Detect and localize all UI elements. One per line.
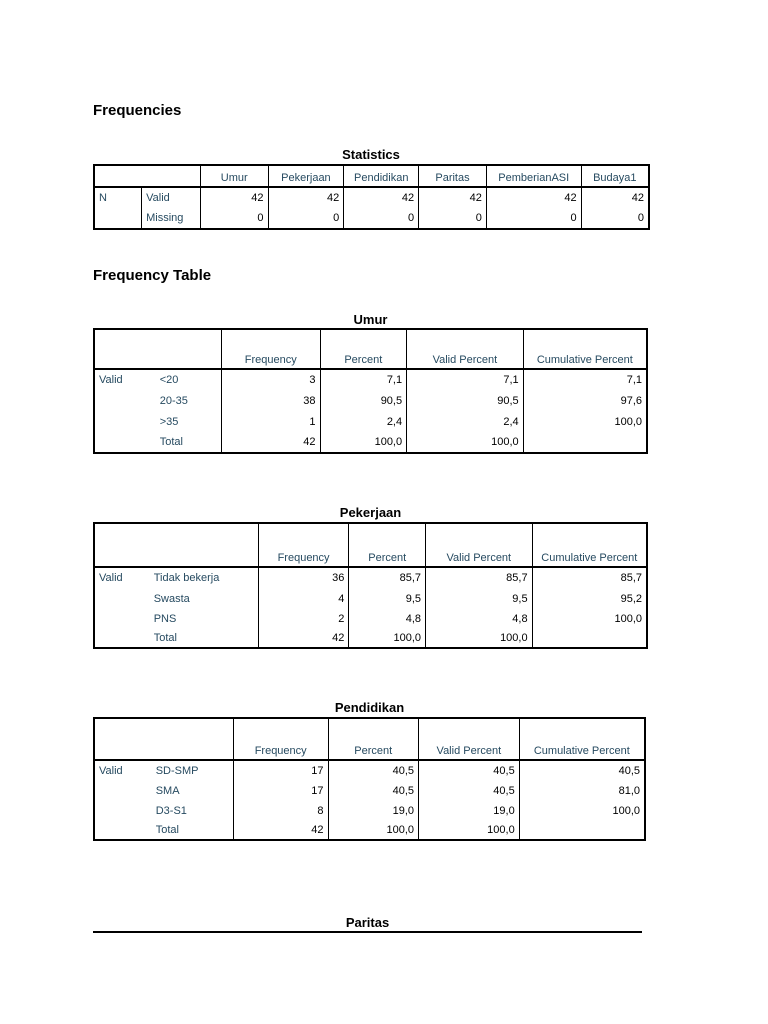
umur-row-label: Total bbox=[156, 432, 222, 453]
pekerjaan-col-percent: Percent bbox=[349, 523, 426, 567]
frequencies-heading: Frequencies bbox=[93, 102, 182, 119]
umur-cell: 90,5 bbox=[320, 390, 407, 411]
pekerjaan-row-label: Tidak bekerja bbox=[153, 572, 220, 584]
umur-cell: 1 bbox=[221, 411, 320, 432]
paritas-table-top-border bbox=[93, 931, 642, 933]
pekerjaan-cell: 9,5 bbox=[349, 588, 426, 609]
pekerjaan-cell: 36 bbox=[258, 567, 349, 588]
pendidikan-row-label: Total bbox=[152, 820, 234, 840]
pendidikan-row-label: SMA bbox=[155, 785, 180, 797]
pekerjaan-cell bbox=[532, 628, 647, 648]
pendidikan-cell: 42 bbox=[233, 820, 328, 840]
statistics-row-valid bbox=[94, 187, 649, 208]
umur-cell: 100,0 bbox=[523, 411, 647, 432]
stat-cell: 0 bbox=[200, 208, 268, 229]
pendidikan-cell: 40,5 bbox=[328, 760, 419, 781]
pendidikan-row-label: D3-S1 bbox=[155, 804, 187, 817]
umur-cell: 100,0 bbox=[320, 432, 407, 453]
umur-title: Umur bbox=[353, 312, 388, 327]
umur-cell: 2,4 bbox=[407, 411, 524, 432]
pendidikan-cell: 40,5 bbox=[419, 760, 520, 781]
pendidikan-cell: 81,0 bbox=[519, 781, 645, 801]
pendidikan-cell: 17 bbox=[233, 781, 328, 801]
stat-col-umur: Umur bbox=[200, 165, 268, 187]
umur-cell: 97,6 bbox=[523, 390, 647, 411]
pendidikan-cell: 19,0 bbox=[419, 801, 520, 820]
pekerjaan-cell: 95,2 bbox=[532, 588, 647, 609]
stat-col-paritas: Paritas bbox=[419, 165, 487, 187]
pekerjaan-col-valid-percent: Valid Percent bbox=[426, 523, 533, 567]
umur-cell: 90,5 bbox=[407, 390, 524, 411]
pekerjaan-col-cumulative-percent: Cumulative Percent bbox=[532, 523, 647, 567]
statistics-row-missing bbox=[94, 208, 649, 229]
pendidikan-cell: 8 bbox=[233, 801, 328, 820]
pendidikan-col-valid-percent: Valid Percent bbox=[419, 718, 520, 760]
umur-row bbox=[94, 369, 647, 390]
pekerjaan-cell: 85,7 bbox=[532, 567, 647, 588]
stat-col-budaya1: Budaya1 bbox=[581, 165, 649, 187]
pekerjaan-cell: 100,0 bbox=[532, 609, 647, 628]
pekerjaan-row-label: PNS bbox=[153, 612, 177, 625]
pendidikan-cell: 40,5 bbox=[519, 760, 645, 781]
stat-cell: 42 bbox=[419, 187, 487, 208]
stat-row-label: Valid bbox=[142, 187, 201, 208]
pendidikan-title: Pendidikan bbox=[334, 700, 405, 715]
stat-row-label: Missing bbox=[142, 208, 201, 229]
umur-cell: 7,1 bbox=[407, 369, 524, 390]
statistics-header-row bbox=[94, 165, 649, 187]
umur-row-label: >35 bbox=[159, 415, 179, 428]
pendidikan-cell: 40,5 bbox=[328, 781, 419, 801]
pekerjaan-cell: 4,8 bbox=[426, 609, 533, 628]
umur-cell: 7,1 bbox=[523, 369, 647, 390]
umur-cell: 42 bbox=[221, 432, 320, 453]
pendidikan-cell bbox=[519, 820, 645, 840]
stat-cell: 0 bbox=[581, 208, 649, 229]
pekerjaan-cell: 100,0 bbox=[349, 628, 426, 648]
pendidikan-total-row bbox=[94, 820, 645, 840]
pekerjaan-cell: 42 bbox=[258, 628, 349, 648]
pendidikan-cell: 17 bbox=[233, 760, 328, 781]
pekerjaan-cell: 100,0 bbox=[426, 628, 533, 648]
pendidikan-row-label: SD-SMP bbox=[155, 765, 199, 777]
stat-col-pendidikan: Pendidikan bbox=[344, 165, 419, 187]
umur-col-cumulative-percent: Cumulative Percent bbox=[523, 329, 647, 369]
stat-cell: 0 bbox=[486, 208, 581, 229]
pekerjaan-row bbox=[94, 567, 647, 588]
umur-cell: 3 bbox=[221, 369, 320, 390]
umur-cell: 100,0 bbox=[407, 432, 524, 453]
umur-total-row bbox=[94, 432, 647, 453]
pekerjaan-cell: 4 bbox=[258, 588, 349, 609]
pekerjaan-title: Pekerjaan bbox=[339, 505, 402, 520]
pekerjaan-row-label: Swasta bbox=[153, 592, 190, 605]
pendidikan-cell: 100,0 bbox=[328, 820, 419, 840]
umur-cell bbox=[523, 432, 647, 453]
statistics-table bbox=[93, 164, 650, 230]
pendidikan-col-cumulative-percent: Cumulative Percent bbox=[519, 718, 645, 760]
pekerjaan-header-row bbox=[94, 523, 647, 567]
pendidikan-table bbox=[93, 717, 646, 841]
pendidikan-cell: 19,0 bbox=[328, 801, 419, 820]
umur-cell: 38 bbox=[221, 390, 320, 411]
umur-cell: 7,1 bbox=[320, 369, 407, 390]
pekerjaan-row-label: Total bbox=[150, 628, 259, 648]
stat-row-group-n: N bbox=[94, 187, 142, 208]
umur-col-valid-percent: Valid Percent bbox=[407, 329, 524, 369]
pekerjaan-total-row bbox=[94, 628, 647, 648]
pendidikan-row bbox=[94, 781, 645, 801]
pekerjaan-col-frequency: Frequency bbox=[258, 523, 349, 567]
pekerjaan-cell: 9,5 bbox=[426, 588, 533, 609]
pendidikan-cell: 40,5 bbox=[419, 781, 520, 801]
umur-header-row bbox=[94, 329, 647, 369]
pekerjaan-cell: 2 bbox=[258, 609, 349, 628]
pekerjaan-cell: 85,7 bbox=[426, 567, 533, 588]
umur-col-percent: Percent bbox=[320, 329, 407, 369]
stat-cell: 0 bbox=[268, 208, 344, 229]
pekerjaan-cell: 4,8 bbox=[349, 609, 426, 628]
umur-table bbox=[93, 328, 648, 454]
pendidikan-col-percent: Percent bbox=[328, 718, 419, 760]
stat-cell: 42 bbox=[486, 187, 581, 208]
pendidikan-col-frequency: Frequency bbox=[233, 718, 328, 760]
pendidikan-row bbox=[94, 801, 645, 820]
umur-col-frequency: Frequency bbox=[221, 329, 320, 369]
umur-row-label: <20 bbox=[159, 374, 179, 386]
umur-row bbox=[94, 411, 647, 432]
stat-cell: 0 bbox=[419, 208, 487, 229]
pendidikan-header-row bbox=[94, 718, 645, 760]
stat-col-pemberianasi: PemberianASI bbox=[486, 165, 581, 187]
pendidikan-group-valid: Valid bbox=[94, 760, 152, 781]
pendidikan-row bbox=[94, 760, 645, 781]
pendidikan-cell: 100,0 bbox=[519, 801, 645, 820]
stat-cell: 42 bbox=[344, 187, 419, 208]
statistics-title: Statistics bbox=[342, 147, 400, 162]
stat-cell: 42 bbox=[268, 187, 344, 208]
pekerjaan-row bbox=[94, 609, 647, 628]
umur-row bbox=[94, 390, 647, 411]
stat-cell: 0 bbox=[344, 208, 419, 229]
stat-col-pekerjaan: Pekerjaan bbox=[268, 165, 344, 187]
paritas-title: Paritas bbox=[345, 915, 390, 930]
pekerjaan-cell: 85,7 bbox=[349, 567, 426, 588]
frequency-table-heading: Frequency Table bbox=[93, 267, 212, 284]
stat-cell: 42 bbox=[581, 187, 649, 208]
pekerjaan-group-valid: Valid bbox=[94, 567, 150, 588]
pendidikan-cell: 100,0 bbox=[419, 820, 520, 840]
umur-row-label: 20-35 bbox=[159, 394, 188, 407]
pekerjaan-row bbox=[94, 588, 647, 609]
umur-group-valid: Valid bbox=[94, 369, 156, 390]
umur-cell: 2,4 bbox=[320, 411, 407, 432]
pekerjaan-table bbox=[93, 522, 648, 649]
stat-cell: 42 bbox=[200, 187, 268, 208]
